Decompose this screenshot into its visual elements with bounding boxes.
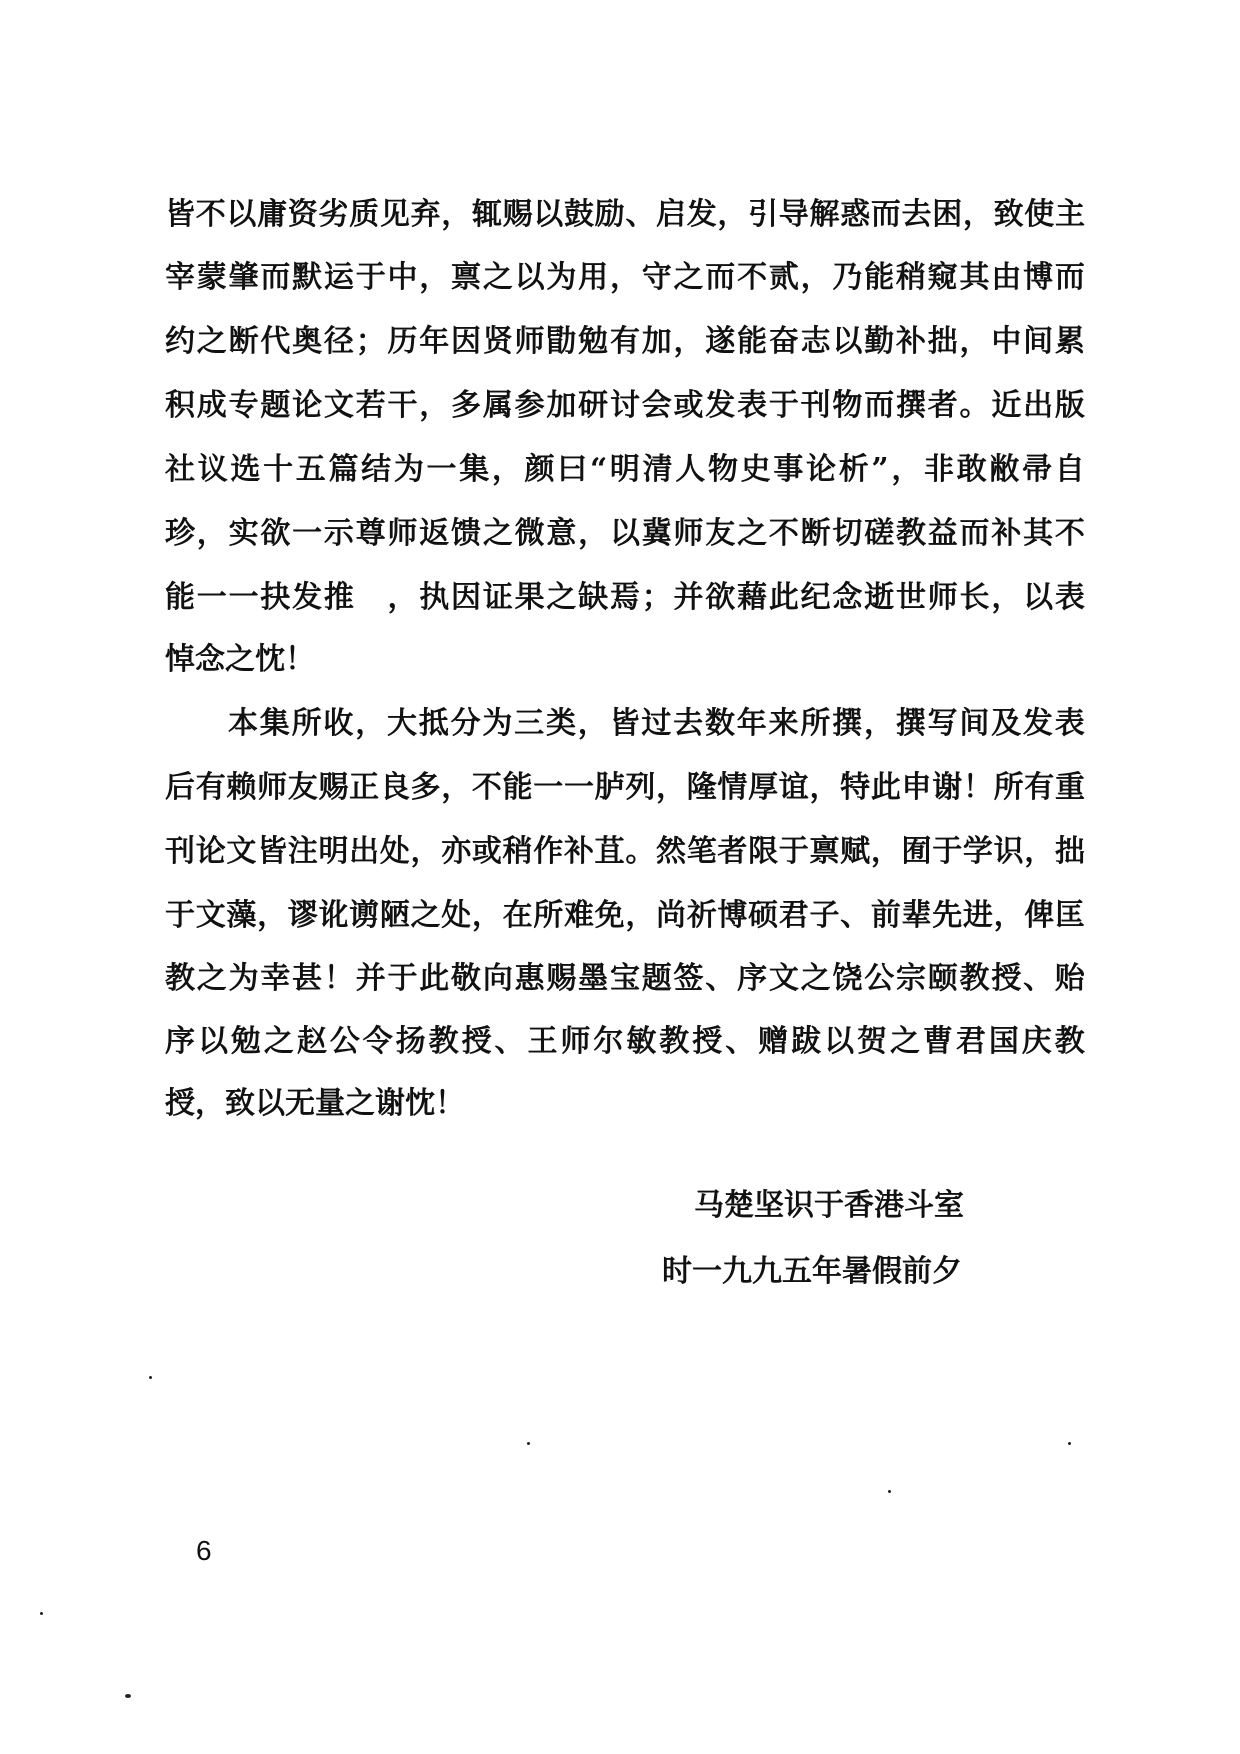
scan-speck xyxy=(1068,1442,1071,1445)
body-line-13: 教 之 为 幸 甚 ！ 并 于 此 敬 向 惠 赐 墨 宝 题 签 、 序 文 之 饶 公 宗 颐 教 授 、 贻 xyxy=(165,961,1085,996)
body-line-11: 刊 论 文 皆 注 明 出 处 ， 亦 或 稍 作 补 苴 。 然 笔 者 限 于 禀 赋 ， 囿 于 学 识 ， 拙 xyxy=(165,834,1085,869)
scan-speck xyxy=(125,1694,131,1698)
signature-date: 时一九九五年暑假前夕 xyxy=(662,1254,962,1289)
body-line-6: 珍 ， 实 欲 一 示 尊 师 返 馈 之 微 意 ， 以 冀 师 友 之 不 断 切 磋 教 益 而 补 其 不 xyxy=(165,516,1085,551)
body-line-15: 授，致以无量之谢忱！ xyxy=(165,1086,465,1121)
body-line-12: 于 文 藻 ， 谬 讹 谫 陋 之 处 ， 在 所 难 免 ， 尚 祈 博 硕 君 子 、 前 辈 先 进 ， 俾 匡 xyxy=(165,898,1085,933)
scan-speck xyxy=(888,1490,891,1493)
body-line-2: 宰 蒙 肇 而 默 运 于 中 ， 禀 之 以 为 用 ， 守 之 而 不 贰 ， 乃 能 稍 窥 其 由 博 而 xyxy=(165,260,1085,295)
page-number: 6 xyxy=(196,1535,212,1566)
body-line-9: 本 集 所 收 ， 大 抵 分 为 三 类 ， 皆 过 去 数 年 来 所 撰 ， 撰 写 间 及 发 表 xyxy=(228,706,1085,741)
body-line-14: 序 以 勉 之 赵 公 令 扬 教 授 、 王 师 尔 敏 教 授 、 赠 跋 以 贺 之 曹 君 国 庆 教 xyxy=(165,1024,1085,1059)
scan-speck xyxy=(40,1612,43,1615)
body-line-1: 皆 不 以 庸 资 劣 质 见 弃 ， 辄 赐 以 鼓 励 、 启 发 ， 引 导 解 惑 而 去 困 ， 致 使 主 xyxy=(165,197,1085,232)
signature-author: 马楚坚识于香港斗室 xyxy=(694,1188,964,1223)
body-line-3: 约 之 断 代 奥 径 ； 历 年 因 贤 师 勖 勉 有 加 ， 遂 能 奋 志 以 勤 补 拙 ， 中 间 累 xyxy=(165,324,1085,359)
body-line-7: 能 一 一 抉 发 推 ， 执 因 证 果 之 缺 焉 ； 并 欲 藉 此 纪 念 逝 世 师 长 ， 以 表 xyxy=(165,580,1085,615)
scan-speck xyxy=(149,1376,152,1379)
scan-speck xyxy=(527,1442,530,1445)
body-line-8: 悼念之忱！ xyxy=(165,642,315,677)
body-line-4: 积 成 专 题 论 文 若 干 ， 多 属 参 加 研 讨 会 或 发 表 于 刊 物 而 撰 者 。 近 出 版 xyxy=(165,388,1085,423)
body-line-5: 社 议 选 十 五 篇 结 为 一 集 ， 颜 曰 “ 明 清 人 物 史 事 论 析 ” ， 非 敢 敝 帚 自 xyxy=(165,452,1085,487)
body-line-10: 后 有 赖 师 友 赐 正 良 多 ， 不 能 一 一 胪 列 ， 隆 情 厚 谊 ， 特 此 申 谢 ！ 所 有 重 xyxy=(165,770,1085,805)
